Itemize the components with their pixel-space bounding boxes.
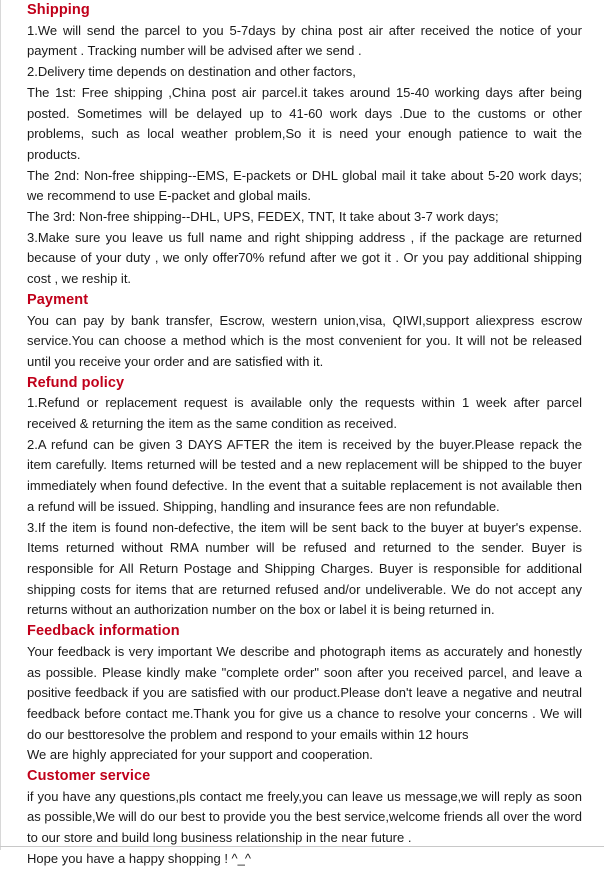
section-shipping [27, 0, 582, 290]
shipping-paragraph: The 2nd: Non-free shipping--EMS, E-packets or DHL global mail it take about 5-20 work days; we recommend to use E-packet and global mails. [27, 167, 582, 204]
refund-paragraph: 1.Refund or replacement request is available only the requests within 1 week after parcel received & returning the item as the same condition as received. [27, 395, 582, 432]
shipping-paragraph: The 1st: Free shipping ,China post air parcel.it takes around 15-40 working days after being posted. Sometimes will be delayed up to 41-60 work days .Due to the customs or other problems, such as local weather problem,So it is need your enough patience to wait the products. [27, 84, 582, 162]
section-payment [27, 290, 582, 373]
section-feedback-information [27, 621, 582, 766]
section-title-shipping: Shipping [27, 2, 90, 18]
feedback-paragraph: Your feedback is very important We describe and photograph items as accurately and honestly as possible. Please kindly make "complete order" soon after you received parcel, and leave a positive feedback if you are satisfied with our product.Please don't leave a negative and neutral feedback before contact me.Thank you for give us a chance to resolve your concerns . We will do our besttoresolve the problem and respond to your emails within 12 hours [27, 643, 582, 742]
section-customer-service [27, 766, 582, 870]
payment-paragraph: You can pay by bank transfer, Escrow, western union,visa, QIWI,support aliexpress escrow service.You can choose a method which is the most convenient for you. It will not be released until you receive your order and are satisfied with it. [27, 312, 582, 369]
customer-service-paragraph: if you have any questions,pls contact me freely,you can leave us message,we will reply as soon as possible,We will do our best to provide you the best service,welcome friends all over the word to our store and build long business relationship in the near future . [27, 788, 582, 846]
section-title-refund-policy: Refund policy [27, 374, 125, 391]
bottom-divider [0, 846, 604, 847]
refund-paragraph: 2.A refund can be given 3 DAYS AFTER the item is received by the buyer.Please repack the item carefully. Items returned will be tested and a new replacement will be shipped to the buyer immediately when found defective. In the event that a suitable replacement is not available then a refund will be issued. Shipping, handling and insurance fees are non refundable. [27, 436, 582, 514]
refund-paragraph: 3.If the item is found non-defective, the item will be sent back to the buyer at buyer's expense. Items returned without RMA number will be refused and returned to the sender. Buyer is responsible for All Return Postage and Shipping Charges. Buyer is responsible for additional shipping costs for items that are returned refused and/or undeliverable. We do not accept any returns without an authorization number on the box or label it is being returned in. [27, 519, 582, 618]
customer-service-paragraph: Hope you have a happy shopping ! ^_^ [27, 850, 251, 866]
section-title-feedback-information: Feedback information [27, 623, 180, 640]
shipping-paragraph: The 3rd: Non-free shipping--DHL, UPS, FEDEX, TNT, It take about 3-7 work days; [27, 209, 499, 225]
shipping-paragraph: 3.Make sure you leave us full name and right shipping address , if the package are returned because of your duty , we only offer70% refund after we got it . Or you pay additional shipping cost , we reship it. [27, 229, 582, 287]
section-refund-policy [27, 373, 582, 621]
shipping-paragraph: 1.We will send the parcel to you 5-7days by china post air after received the notice of your payment . Tracking number will be advised after we send . [27, 22, 582, 59]
feedback-paragraph: We are highly appreciated for your support and cooperation. [27, 747, 373, 763]
shipping-paragraph: 2.Delivery time depends on destination and other factors, [27, 64, 356, 80]
section-title-payment: Payment [27, 291, 89, 308]
section-title-customer-service: Customer service [27, 768, 151, 785]
